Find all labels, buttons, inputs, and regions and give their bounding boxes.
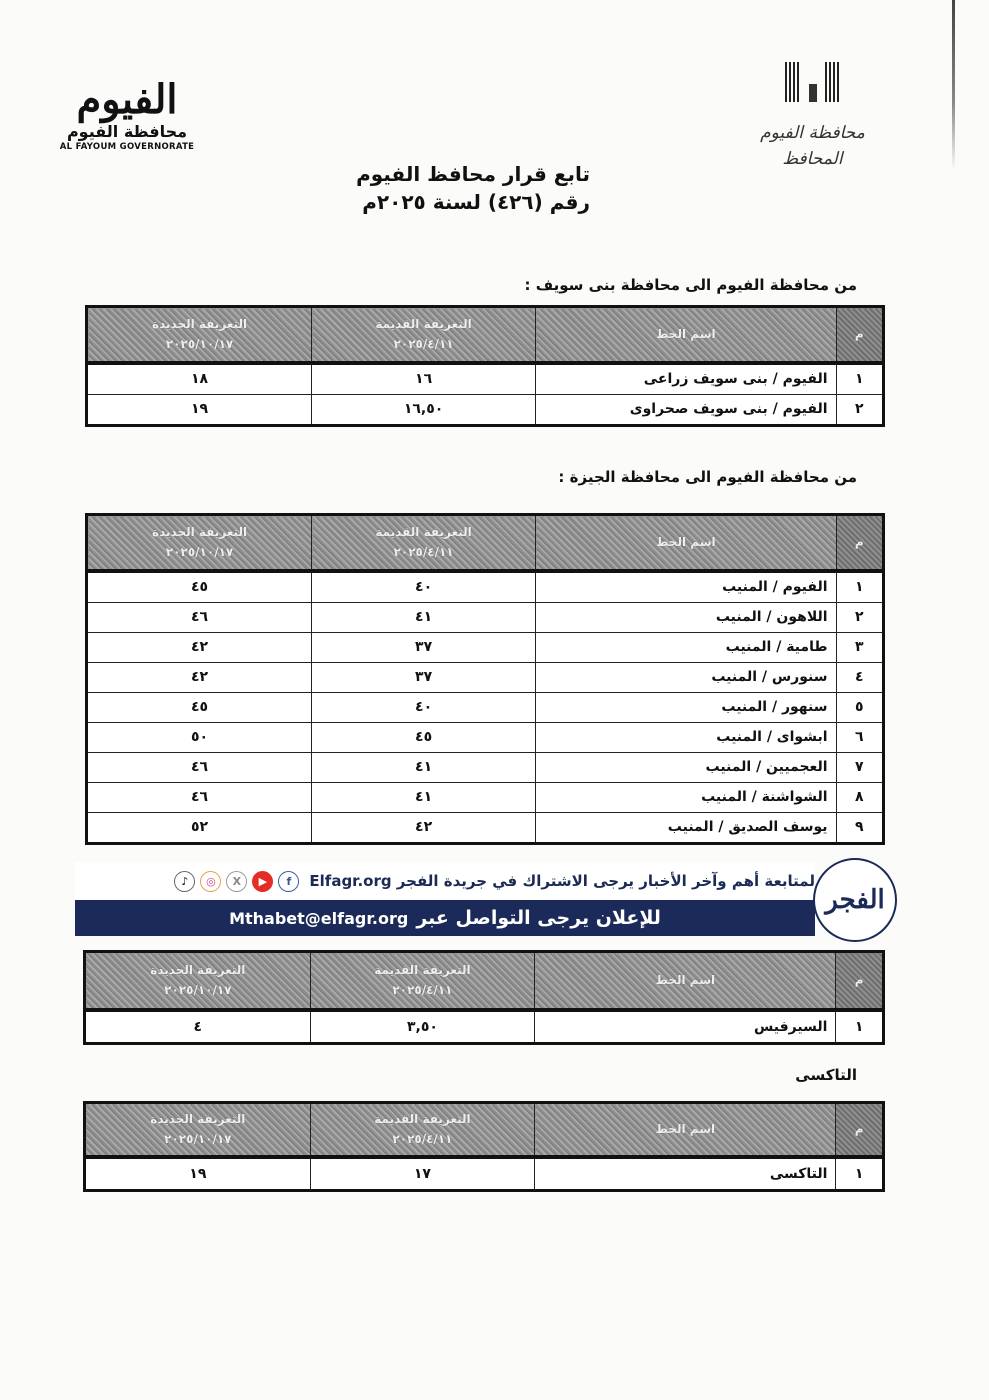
header-new-fare: التعريفة الجديدة ٢٠٢٥/١٠/١٧ xyxy=(87,515,312,571)
row-old-fare: ٤٠ xyxy=(312,692,536,722)
row-line-name: السيرفيس xyxy=(535,1010,836,1044)
tiktok-icon[interactable]: ♪ xyxy=(174,871,195,892)
table-row xyxy=(85,1157,884,1191)
row-new-fare: ٤٢ xyxy=(87,662,312,692)
row-line-name: الفيوم / المنيب xyxy=(536,571,836,603)
title-line-1: تابع قرار محافظ الفيوم xyxy=(356,162,590,186)
row-num: ٥ xyxy=(836,692,883,722)
row-old-fare: ٣٧ xyxy=(312,632,536,662)
header-old-fare: التعريفة القديمة ٢٠٢٥/٤/١١ xyxy=(312,307,536,363)
row-line-name: الفيوم / بنى سويف صحراوى xyxy=(536,394,836,425)
banner-ads-text: للإعلان يرجى التواصل عبر xyxy=(416,907,661,929)
row-old-fare: ٣٧ xyxy=(312,662,536,692)
row-old-fare: ٤٥ xyxy=(312,722,536,752)
row-old-fare: ٤٠ xyxy=(312,571,536,603)
header-old-fare: التعريفة القديمة ٢٠٢٥/٤/١١ xyxy=(312,515,536,571)
header-new-fare: التعريفة الجديدة ٢٠٢٥/١٠/١٧ xyxy=(87,307,312,363)
header-new-fare: التعريفة الجديدة ٢٠٢٥/١٠/١٧ xyxy=(85,952,311,1010)
row-new-fare: ٤٥ xyxy=(87,571,312,603)
header-line-name: اسم الخط xyxy=(535,1103,836,1157)
row-num: ٨ xyxy=(836,782,883,812)
row-line-name: سنهور / المنيب xyxy=(536,692,836,722)
row-old-fare: ٤١ xyxy=(312,782,536,812)
header-line-name: اسم الخط xyxy=(536,307,836,363)
row-new-fare: ٤٦ xyxy=(87,752,312,782)
row-line-name: العجميين / المنيب xyxy=(536,752,836,782)
header-num: م xyxy=(836,307,883,363)
table-row xyxy=(87,722,884,752)
table-row xyxy=(87,662,884,692)
logo-english-name: AL FAYOUM GOVERNORATE xyxy=(59,142,195,152)
row-line-name: طامية / المنيب xyxy=(536,632,836,662)
row-new-fare: ٤٦ xyxy=(87,782,312,812)
header-line-name: اسم الخط xyxy=(535,952,836,1010)
row-new-fare: ٥٠ xyxy=(87,722,312,752)
facebook-icon[interactable]: f xyxy=(278,871,299,892)
beni-suef-fare-table xyxy=(85,305,885,427)
social-icons xyxy=(174,871,299,892)
banner-follow-strip xyxy=(75,862,815,900)
header-old-fare: التعريفة القديمة ٢٠٢٥/٤/١١ xyxy=(310,1103,535,1157)
row-new-fare: ٤٢ xyxy=(87,632,312,662)
table-row xyxy=(87,782,884,812)
table-row xyxy=(87,752,884,782)
row-num: ٧ xyxy=(836,752,883,782)
header-new-fare: التعريفة الجديدة ٢٠٢٥/١٠/١٧ xyxy=(85,1103,311,1157)
section-title-beni-suef: من محافظة الفيوم الى محافظة بنى سويف : xyxy=(524,276,857,294)
table-row xyxy=(87,602,884,632)
row-num: ١ xyxy=(836,1157,884,1191)
row-num: ١ xyxy=(836,571,883,603)
scan-edge-line xyxy=(952,0,955,170)
row-line-name: يوسف الصديق / المنيب xyxy=(536,812,836,843)
row-line-name: الشواشنة / المنيب xyxy=(536,782,836,812)
table-row xyxy=(87,692,884,722)
egypt-emblem-block xyxy=(745,62,880,172)
row-num: ٣ xyxy=(836,632,883,662)
row-old-fare: ١٧ xyxy=(310,1157,535,1191)
header-num: م xyxy=(836,1103,884,1157)
table-row xyxy=(87,363,884,395)
instagram-icon[interactable]: ◎ xyxy=(200,871,221,892)
row-num: ٩ xyxy=(836,812,883,843)
header-line-name: اسم الخط xyxy=(536,515,836,571)
table-row xyxy=(85,1010,884,1044)
header-num: م xyxy=(836,952,884,1010)
row-num: ٤ xyxy=(836,662,883,692)
table-row xyxy=(87,571,884,603)
row-line-name: سنورس / المنيب xyxy=(536,662,836,692)
elfagr-banner xyxy=(75,862,885,938)
row-old-fare: ١٦,٥٠ xyxy=(312,394,536,425)
logo-arabic-name: محافظة الفيوم xyxy=(66,122,188,141)
elfagr-logo-text: الفجر xyxy=(825,885,885,915)
section-title-taxi: التاكسى xyxy=(795,1066,857,1084)
row-new-fare: ٤٦ xyxy=(87,602,312,632)
table-row xyxy=(87,632,884,662)
banner-ads-strip xyxy=(75,900,815,936)
row-line-name: ابشواى / المنيب xyxy=(536,722,836,752)
giza-fare-table xyxy=(85,513,885,845)
header-num: م xyxy=(836,515,883,571)
service-fare-table xyxy=(83,950,885,1045)
fayoum-governorate-logo xyxy=(52,78,202,152)
row-num: ٦ xyxy=(836,722,883,752)
elfagr-logo-icon xyxy=(813,858,897,942)
row-new-fare: ١٩ xyxy=(85,1157,311,1191)
emblem-line-governor: المحافظ xyxy=(782,149,843,169)
row-line-name: الفيوم / بنى سويف زراعى xyxy=(536,363,836,395)
row-num: ١ xyxy=(836,1010,884,1044)
row-old-fare: ١٦ xyxy=(312,363,536,395)
banner-follow-text[interactable]: لمتابعة أهم وآخر الأخبار يرجى الاشتراك في جريدة الفجر Elfagr.org xyxy=(309,872,815,890)
row-new-fare: ١٩ xyxy=(87,394,312,425)
header-old-fare: التعريفة القديمة ٢٠٢٥/٤/١١ xyxy=(310,952,535,1010)
logo-mark: الفيوم xyxy=(76,76,178,123)
row-old-fare: ٣,٥٠ xyxy=(310,1010,535,1044)
eagle-emblem-icon xyxy=(745,62,880,106)
row-num: ١ xyxy=(836,363,883,395)
row-line-name: التاكسى xyxy=(535,1157,836,1191)
row-old-fare: ٤٢ xyxy=(312,812,536,843)
row-old-fare: ٤١ xyxy=(312,602,536,632)
row-num: ٢ xyxy=(836,394,883,425)
row-new-fare: ٤٥ xyxy=(87,692,312,722)
youtube-icon[interactable]: ▶ xyxy=(252,871,273,892)
taxi-fare-table xyxy=(83,1101,885,1192)
row-new-fare: ١٨ xyxy=(87,363,312,395)
table-row xyxy=(87,812,884,843)
banner-email-link[interactable]: Mthabet@elfagr.org xyxy=(229,908,409,928)
x-icon[interactable]: X xyxy=(226,871,247,892)
row-num: ٢ xyxy=(836,602,883,632)
title-line-2: رقم (٤٢٦) لسنة ٢٠٢٥م xyxy=(362,190,590,214)
section-title-giza: من محافظة الفيوم الى محافظة الجيزة : xyxy=(558,468,857,486)
row-new-fare: ٤ xyxy=(85,1010,311,1044)
row-new-fare: ٥٢ xyxy=(87,812,312,843)
row-line-name: اللاهون / المنيب xyxy=(536,602,836,632)
row-old-fare: ٤١ xyxy=(312,752,536,782)
document-title xyxy=(300,160,590,216)
emblem-line-governorate: محافظة الفيوم xyxy=(760,123,865,143)
table-row xyxy=(87,394,884,425)
